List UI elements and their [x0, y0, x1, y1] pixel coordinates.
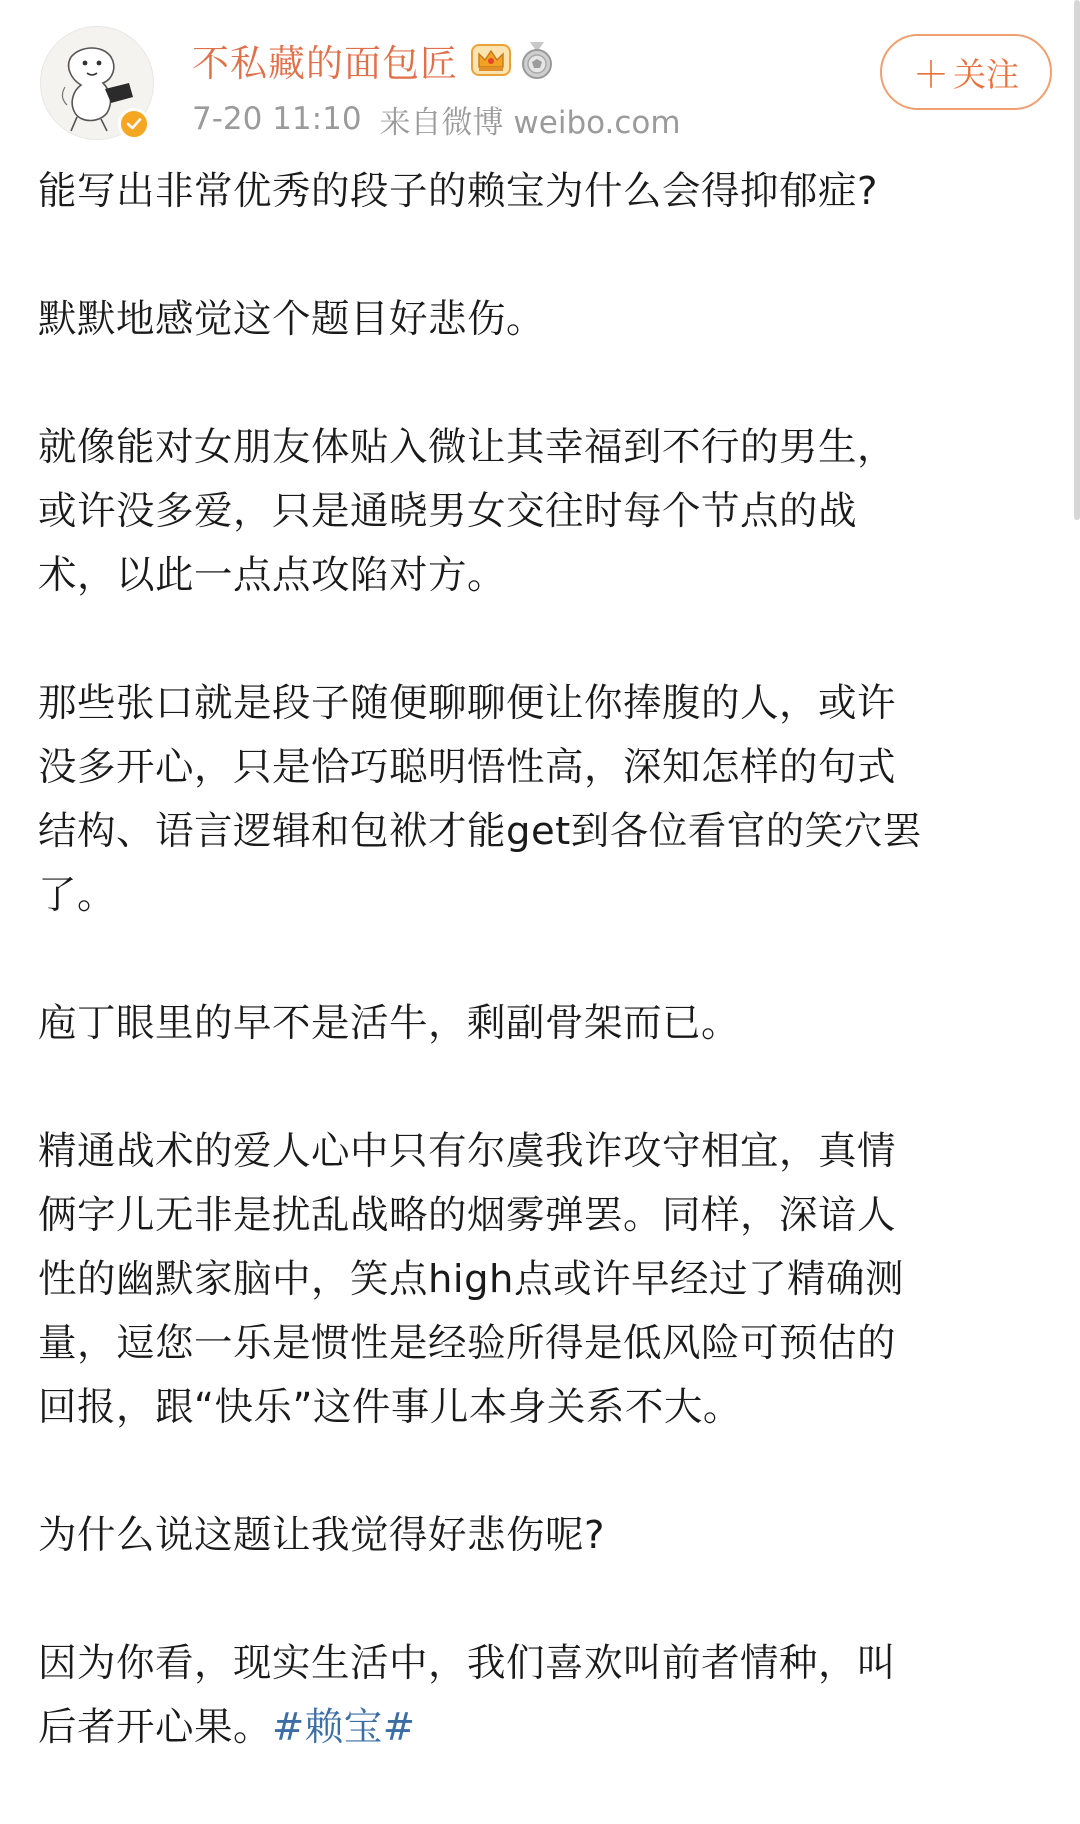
hashtag-link[interactable]: #赖宝#	[272, 1705, 416, 1750]
medal-icon[interactable]	[518, 40, 556, 80]
post-paragraph	[38, 416, 1048, 608]
post-line: 庖丁眼里的早不是活牛，剩副骨架而已。	[38, 1001, 741, 1046]
post-line: 那些张口就是段子随便聊聊便让你捧腹的人，或许	[38, 681, 897, 726]
plus-icon: ＋	[912, 54, 949, 96]
crown-icon[interactable]	[470, 41, 512, 79]
post-line: 术，以此一点点攻陷对方。	[38, 553, 507, 598]
post-paragraph	[38, 1632, 1048, 1760]
post-header	[0, 0, 1080, 150]
post-line: 因为你看，现实生活中，我们喜欢叫前者情种，叫	[38, 1641, 897, 1686]
post-line: 默默地感觉这个题目好悲伤。	[38, 297, 546, 342]
post-line: 量，逗您一乐是惯性是经验所得是低风险可预估的	[38, 1321, 897, 1366]
post-line: 为什么说这题让我觉得好悲伤呢?	[38, 1513, 605, 1558]
post-line: 精通战术的爱人心中只有尔虞我诈攻守相宜，真情	[38, 1129, 897, 1174]
post-line-text: 后者开心果。	[38, 1705, 273, 1750]
post-source[interactable]: 来自微博 weibo.com	[379, 104, 681, 141]
post-line: 俩字儿无非是扰乱战略的烟雾弹罢。同样，深谙人	[38, 1193, 897, 1238]
post-paragraph	[38, 288, 1048, 352]
username[interactable]: 不私藏的面包匠	[192, 42, 458, 85]
post-line: 能写出非常优秀的段子的赖宝为什么会得抑郁症?	[38, 169, 878, 214]
post-paragraph	[38, 992, 1048, 1056]
post-body	[38, 160, 1048, 1824]
follow-button[interactable]	[880, 34, 1052, 110]
follow-label: 关注	[953, 54, 1019, 94]
scrollbar[interactable]	[1074, 0, 1080, 520]
post-line: 性的幽默家脑中，笑点high点或许早经过了精确测	[38, 1257, 904, 1302]
post-time: 7-20 11:10	[192, 101, 362, 137]
post-line: 了。	[38, 873, 117, 918]
post-line-last	[38, 1696, 1048, 1760]
post-line: 回报，跟“快乐”这件事儿本身关系不大。	[38, 1385, 742, 1430]
post-line: 结构、语言逻辑和包袱才能get到各位看官的笑穴罢	[38, 809, 922, 854]
post-paragraph	[38, 672, 1048, 928]
post-paragraph	[38, 160, 1048, 224]
post-line: 就像能对女朋友体贴入微让其幸福到不行的男生，	[38, 425, 897, 470]
username-row	[192, 34, 556, 86]
post-line: 没多开心，只是恰巧聪明悟性高，深知怎样的句式	[38, 745, 897, 790]
post-paragraph	[38, 1504, 1048, 1568]
post-meta	[192, 98, 681, 140]
post-paragraph	[38, 1120, 1048, 1440]
verified-badge-icon	[118, 108, 150, 140]
post-line: 或许没多爱，只是通晓男女交往时每个节点的战	[38, 489, 858, 534]
